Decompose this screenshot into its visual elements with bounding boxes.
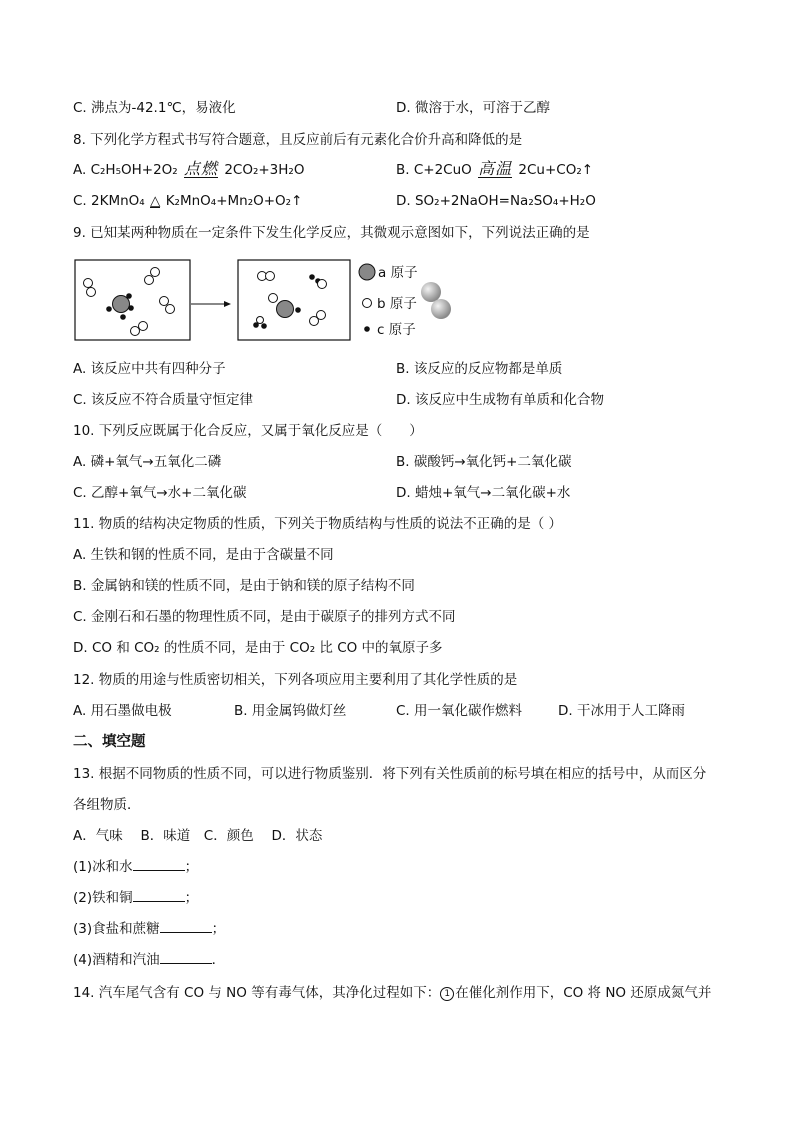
q13-part-4 — [73, 951, 225, 969]
reaction-condition-heat: △ — [150, 193, 161, 209]
q13-part-3 — [73, 920, 225, 938]
q14-stem-text-cont: 在催化剂作用下，CO 将 NO 还原成氮气并 — [455, 985, 712, 1001]
q10-option-d: D. 蜡烛+氧气→二氧化碳+水 — [396, 485, 571, 501]
reaction-condition-high-temp: 高温 — [478, 159, 513, 178]
sphere-icon — [431, 299, 451, 319]
answer-blank[interactable] — [133, 858, 185, 871]
q8-c-reactants: C. 2KMnO₄ — [73, 193, 145, 209]
reactant-compound-molecule — [106, 293, 134, 320]
q10-option-c: C. 乙醇+氧气→水+二氧化碳 — [73, 485, 247, 501]
q13-part-1 — [73, 858, 198, 876]
q9-option-a: A. 该反应中共有四种分子 — [73, 361, 226, 377]
q10-option-a: A. 磷+氧气→五氧化二磷 — [73, 454, 222, 470]
q9-option-d: D. 该反应中生成物有单质和化合物 — [396, 392, 604, 408]
q11-stem: 11. 物质的结构决定物质的性质，下列关于物质结构与性质的说法不正确的是（ ） — [73, 516, 563, 532]
q13-part-2-end: ； — [184, 890, 199, 906]
reaction-condition-ignite: 点燃 — [184, 159, 219, 178]
q13-part-4-text: (4)酒精和汽油 — [73, 952, 160, 968]
q13-stem-line2: 各组物质． — [73, 797, 141, 813]
q12-option-c: C. 用一氧化碳作燃料 — [396, 703, 523, 719]
q12-option-d: D. 干冰用于人工降雨 — [558, 703, 685, 719]
q8-b-reactants: B. C+2CuO — [396, 162, 472, 178]
arrow-head — [224, 301, 231, 307]
section-heading-fill-blank: 二、填空题 — [73, 734, 146, 750]
legend-b-label: b 原子 — [377, 296, 417, 312]
q8-option-a — [73, 160, 304, 179]
q11-option-b: B. 金属钠和镁的性质不同，是由于钠和镁的原子结构不同 — [73, 578, 415, 594]
q10-option-b: B. 碳酸钙→氧化钙+二氧化碳 — [396, 454, 572, 470]
q13-part-2-text: (2)铁和铜 — [73, 890, 133, 906]
q10-stem: 10. 下列反应既属于化合反应，又属于氧化反应是（ ） — [73, 423, 423, 439]
q13-options: A．气味 B．味道 C．颜色 D．状态 — [73, 828, 323, 844]
q11-option-a: A. 生铁和钢的性质不同，是由于含碳量不同 — [73, 547, 334, 563]
legend-a-label: a 原子 — [378, 265, 418, 281]
q14-stem-text: 14. 汽车尾气含有 CO 与 NO 等有毒气体，其净化过程如下： — [73, 985, 441, 1001]
legend-c-atom-icon — [364, 326, 370, 332]
q8-c-products: K₂MnO₄+Mn₂O+O₂↑ — [165, 193, 303, 209]
q13-part-2 — [73, 889, 198, 907]
q8-option-c — [73, 192, 302, 210]
product-box — [238, 260, 350, 340]
q8-a-products: 2CO₂+3H₂O — [224, 162, 305, 178]
q8-option-d: D. SO₂+2NaOH=Na₂SO₄+H₂O — [396, 193, 596, 209]
answer-blank[interactable] — [160, 951, 212, 964]
q8-b-products: 2Cu+CO₂↑ — [518, 162, 594, 178]
q13-part-1-end: ； — [184, 859, 199, 875]
q9-option-c: C. 该反应不符合质量守恒定律 — [73, 392, 254, 408]
q13-part-4-end: ． — [211, 952, 226, 968]
q8-option-b — [396, 160, 593, 179]
q11-option-d: D. CO 和 CO₂ 的性质不同，是由于 CO₂ 比 CO 中的氧原子多 — [73, 640, 443, 656]
q13-stem-line1: 13. 根据不同物质的性质不同，可以进行物质鉴别．将下列有关性质前的标号填在相应的括号中，从而区分 — [73, 766, 707, 782]
q12-option-a: A. 用石墨做电极 — [73, 703, 172, 719]
q8-a-reactants: A. C₂H₅OH+2O₂ — [73, 162, 178, 178]
q7-option-d: D. 微溶于水，可溶于乙醇 — [396, 100, 550, 116]
legend-b-atom-icon — [363, 299, 372, 308]
circled-number-1: 1 — [440, 987, 454, 1001]
q9-stem: 9. 已知某两种物质在一定条件下发生化学反应，其微观示意图如下，下列说法正确的是 — [73, 225, 590, 241]
sphere-icon — [421, 282, 441, 302]
q8-stem: 8. 下列化学方程式书写符合题意，且反应前后有元素化合价升高和降低的是 — [73, 132, 523, 148]
q9-option-b: B. 该反应的反应物都是单质 — [396, 361, 563, 377]
q11-option-c: C. 金刚石和石墨的物理性质不同，是由于碳原子的排列方式不同 — [73, 609, 456, 625]
reaction-micro-diagram — [73, 256, 473, 346]
answer-blank[interactable] — [133, 889, 185, 902]
product-molecules — [258, 272, 326, 326]
q13-part-3-text: (3)食盐和蔗糖 — [73, 921, 160, 937]
product-c2-white-molecule — [253, 317, 267, 329]
q7-option-c: C. 沸点为-42.1℃，易液化 — [73, 100, 236, 116]
product-bc-molecule — [318, 280, 327, 289]
q13-part-1-text: (1)冰和水 — [73, 859, 133, 875]
q14-stem — [73, 984, 711, 1002]
legend-a-atom-icon — [359, 264, 375, 280]
q13-part-3-end: ； — [211, 921, 226, 937]
q12-option-b: B. 用金属钨做灯丝 — [234, 703, 347, 719]
q12-stem: 12. 物质的用途与性质密切相关，下列各项应用主要利用了其化学性质的是 — [73, 672, 518, 688]
answer-blank[interactable] — [160, 920, 212, 933]
legend-c-label: c 原子 — [377, 322, 416, 338]
product-compound-molecule — [277, 301, 301, 318]
